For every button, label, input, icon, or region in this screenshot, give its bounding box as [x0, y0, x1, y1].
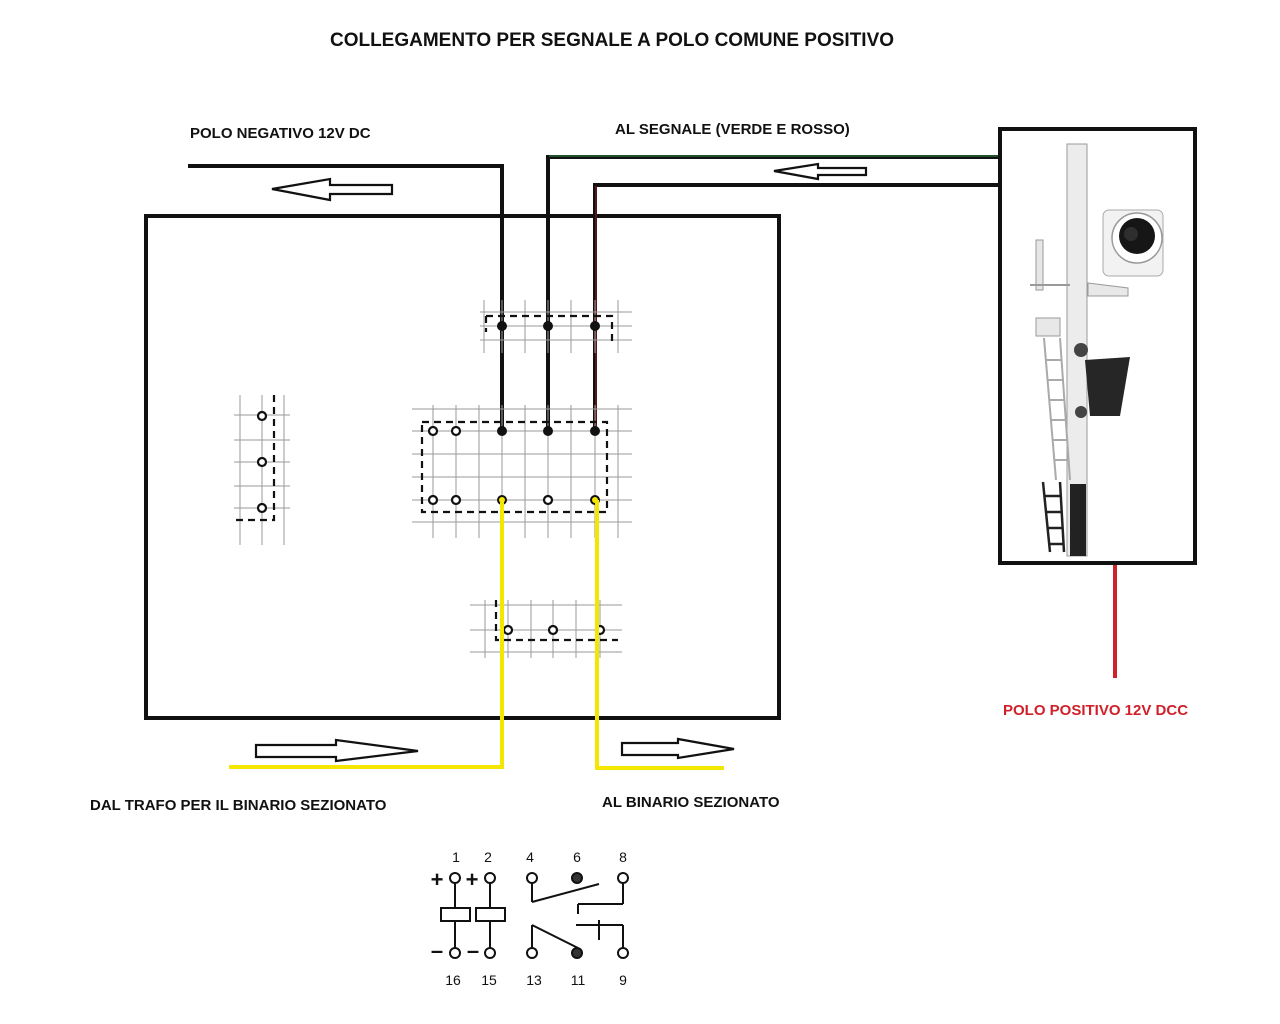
- top-connector-pin: [544, 322, 552, 330]
- relay-pin: [429, 427, 437, 435]
- plus-sign: +: [430, 867, 444, 892]
- contact-terminal: [527, 948, 537, 958]
- contact-terminal: [572, 873, 582, 883]
- pin-number: 11: [570, 972, 586, 988]
- signal-green-wire: [548, 157, 1000, 430]
- left-connector-pin: [258, 504, 266, 512]
- pin-number: 15: [481, 972, 497, 988]
- relay-pin: [591, 427, 599, 435]
- relay-socket-outline: [422, 422, 607, 512]
- pin-number: 2: [484, 849, 492, 865]
- relay-pinout-legend: [431, 849, 628, 988]
- pin-number: 13: [526, 972, 542, 988]
- relay-pin: [452, 427, 460, 435]
- bottom-connector-pin: [549, 626, 557, 634]
- signal-flow-arrow: [774, 164, 866, 179]
- coil-terminal: [485, 873, 495, 883]
- relay-pin: [429, 496, 437, 504]
- negative-pole-wire: [188, 166, 502, 430]
- top-connector-pin: [498, 322, 506, 330]
- pin-number: 9: [619, 972, 627, 988]
- diagram-title: COLLEGAMENTO PER SEGNALE A POLO COMUNE POSITIVO: [329, 30, 895, 51]
- coil-terminal: [485, 948, 495, 958]
- contact-terminal: [618, 873, 628, 883]
- plus-sign: +: [465, 867, 479, 892]
- signal-red-wire: [595, 185, 1000, 430]
- contact-terminal: [527, 873, 537, 883]
- signal-photo-frame: [1000, 129, 1195, 563]
- circuit-board: [146, 216, 779, 718]
- contact-terminal: [572, 948, 582, 958]
- transformer-flow-arrow: [256, 740, 418, 761]
- left-connector-pin: [258, 412, 266, 420]
- coil-terminal: [450, 948, 460, 958]
- positive-pole-label: POLO POSITIVO 12V DCC: [1003, 702, 1189, 719]
- pin-number: 4: [526, 849, 534, 865]
- pin-number: 8: [619, 849, 627, 865]
- minus-sign: –: [466, 938, 480, 963]
- section-flow-arrow: [622, 739, 734, 758]
- from-transformer-label: DAL TRAFO PER IL BINARIO SEZIONATO: [90, 797, 387, 814]
- coil-symbol: [476, 908, 505, 921]
- negative-pole-label: POLO NEGATIVO 12V DC: [190, 125, 371, 142]
- coil-terminal: [450, 873, 460, 883]
- relay-pin: [498, 427, 506, 435]
- top-connector-pin: [591, 322, 599, 330]
- pin-number: 16: [445, 972, 461, 988]
- pin-number: 1: [452, 849, 460, 865]
- contact-terminal: [618, 948, 628, 958]
- transformer-yellow-wire: [229, 500, 502, 767]
- negative-flow-arrow: [272, 179, 392, 200]
- pin-number: 6: [573, 849, 581, 865]
- to-signal-label: AL SEGNALE (VERDE E ROSSO): [615, 121, 850, 138]
- section-yellow-wire: [597, 500, 724, 768]
- relay-pin: [544, 427, 552, 435]
- relay-pin: [452, 496, 460, 504]
- left-connector-pin: [258, 458, 266, 466]
- to-section-label: AL BINARIO SEZIONATO: [602, 794, 780, 811]
- relay-pin: [544, 496, 552, 504]
- minus-sign: –: [430, 938, 444, 963]
- coil-symbol: [441, 908, 470, 921]
- bottom-connector-pin: [504, 626, 512, 634]
